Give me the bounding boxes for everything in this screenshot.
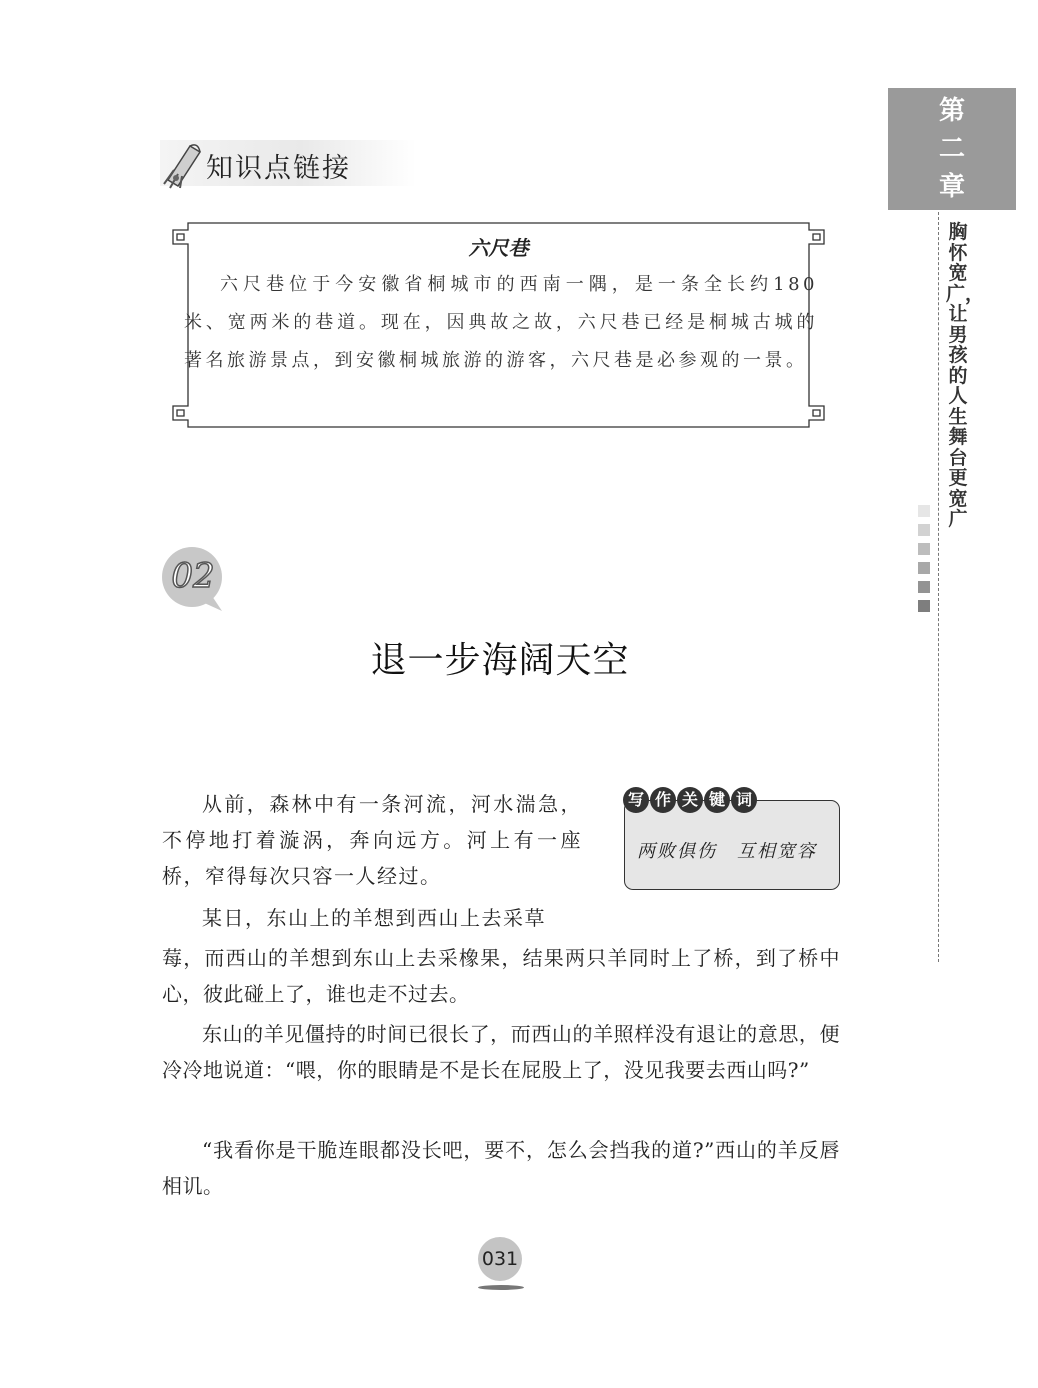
keyword-label-char: 词	[731, 787, 757, 813]
chapter-char: 章	[938, 172, 965, 202]
page-number: 031	[478, 1237, 522, 1281]
page-number-shadow	[478, 1285, 524, 1290]
body-paragraph: 东山的羊见僵持的时间已很长了，而西山的羊照样没有退让的意思，便冷冷地说道：“喂，你的眼睛是不是长在屁股上了，没见我要去西山吗?”	[162, 1022, 840, 1082]
keyword-label-char: 键	[704, 787, 730, 813]
square-deco	[918, 505, 930, 517]
body-paragraph: “我看你是干脆连眼都没长吧，要不，怎么会挡我的道?”西山的羊反唇相讥。	[162, 1138, 840, 1198]
keywords-text: 两败俱伤 互相宽容	[637, 841, 817, 862]
chapter-tab	[888, 88, 1016, 210]
section-number-badge	[160, 547, 230, 621]
keywords-label	[623, 787, 758, 813]
section-title: 退一步海阔天空	[370, 640, 630, 681]
square-deco	[918, 543, 930, 555]
square-deco	[918, 600, 930, 612]
knowledge-box	[172, 222, 825, 428]
decorative-squares	[918, 505, 930, 619]
keyword-label-char: 关	[677, 787, 703, 813]
writing-keywords-box	[624, 790, 840, 890]
chapter-title-vertical: 胸怀宽广，让男孩的人生舞台更宽广	[946, 221, 985, 530]
scroll-icon	[160, 140, 206, 190]
knowledge-link-title: 知识点链接	[206, 153, 351, 184]
knowledge-link-header	[160, 140, 416, 186]
chapter-char: 二	[938, 134, 965, 164]
body-paragraph: 从前，森林中有一条河流，河水湍急，不停地打着漩涡，奔向远方。河上有一座桥，窄得每次只容一人经过。	[162, 792, 582, 888]
square-deco	[918, 562, 930, 574]
box-title: 六尺巷	[468, 236, 529, 260]
section-number: 02	[171, 556, 215, 596]
keyword-label-char: 写	[623, 787, 649, 813]
body-paragraph: 莓，而西山的羊想到东山上去采橡果，结果两只羊同时上了桥，到了桥中心，彼此碰上了，谁也走不过去。	[162, 946, 840, 1006]
sidebar-dashed-line	[938, 212, 939, 962]
square-deco	[918, 524, 930, 536]
keyword-label-char: 作	[650, 787, 676, 813]
body-paragraph: 某日，东山上的羊想到西山上去采草	[202, 906, 546, 930]
chapter-char: 第	[938, 96, 965, 126]
box-text: 六尺巷位于今安徽省桐城市的西南一隅，是一条全长约180米、宽两米的巷道。现在，因典故之故，六尺巷已经是桐城古城的著名旅游景点，到安徽桐城旅游的游客，六尺巷是必参观的一景。	[184, 274, 818, 371]
square-deco	[918, 581, 930, 593]
